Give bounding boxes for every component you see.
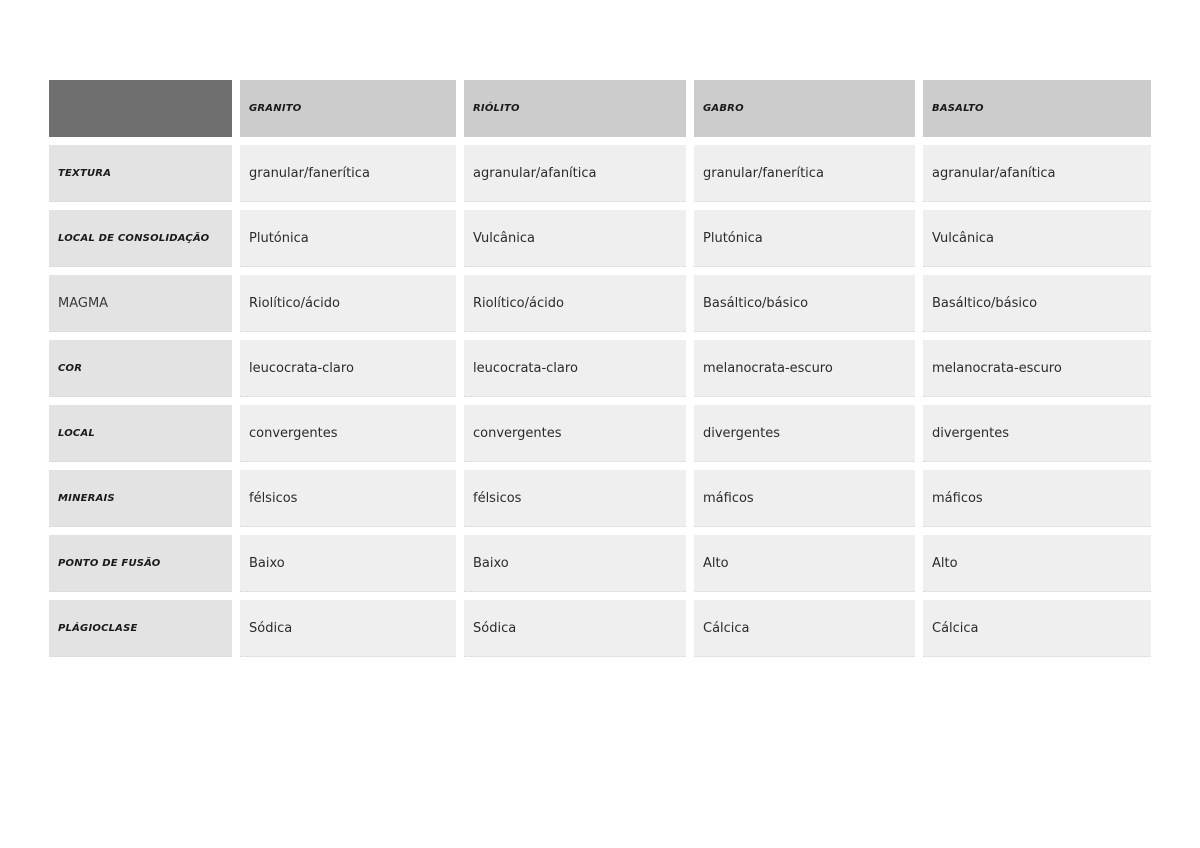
table-cell: Sódica <box>464 600 686 657</box>
row-header-local-de-consolidacao: LOCAL DE CONSOLIDAÇÃO <box>49 210 232 267</box>
table-cell: Vulcânica <box>464 210 686 267</box>
row-header-ponto-de-fusao: PONTO DE FUSÃO <box>49 535 232 592</box>
table-cell: Riolítico/ácido <box>240 275 456 332</box>
table-cell: melanocrata-escuro <box>923 340 1151 397</box>
table-cell: leucocrata-claro <box>464 340 686 397</box>
table-cell: Riolítico/ácido <box>464 275 686 332</box>
rock-comparison-table <box>49 80 1151 657</box>
table-cell: Basáltico/básico <box>923 275 1151 332</box>
row-header-cor: COR <box>49 340 232 397</box>
table-cell: félsicos <box>240 470 456 527</box>
table-cell: granular/fanerítica <box>694 145 915 202</box>
row-header-magma: MAGMA <box>49 275 232 332</box>
table-cell: Plutónica <box>694 210 915 267</box>
table-cell: Vulcânica <box>923 210 1151 267</box>
table-cell: divergentes <box>923 405 1151 462</box>
table-corner <box>49 80 232 137</box>
table-cell: Alto <box>923 535 1151 592</box>
table-cell: Alto <box>694 535 915 592</box>
table-cell: agranular/afanítica <box>923 145 1151 202</box>
table-cell: convergentes <box>240 405 456 462</box>
column-header-riolito: RIÓLITO <box>464 80 686 137</box>
table-cell: Sódica <box>240 600 456 657</box>
table-cell: leucocrata-claro <box>240 340 456 397</box>
row-header-textura: TEXTURA <box>49 145 232 202</box>
table-cell: Cálcica <box>694 600 915 657</box>
table-cell: divergentes <box>694 405 915 462</box>
table-cell: agranular/afanítica <box>464 145 686 202</box>
table-cell: máficos <box>923 470 1151 527</box>
column-header-basalto: BASALTO <box>923 80 1151 137</box>
table-cell: melanocrata-escuro <box>694 340 915 397</box>
table-cell: Baixo <box>464 535 686 592</box>
row-header-minerais: MINERAIS <box>49 470 232 527</box>
table-cell: Baixo <box>240 535 456 592</box>
table-cell: Plutónica <box>240 210 456 267</box>
column-header-granito: GRANITO <box>240 80 456 137</box>
row-header-local: LOCAL <box>49 405 232 462</box>
table-cell: Basáltico/básico <box>694 275 915 332</box>
table-cell: máficos <box>694 470 915 527</box>
table-cell: granular/fanerítica <box>240 145 456 202</box>
table-cell: Cálcica <box>923 600 1151 657</box>
row-header-plagioclase: PLÁGIOCLASE <box>49 600 232 657</box>
table-cell: félsicos <box>464 470 686 527</box>
table-cell: convergentes <box>464 405 686 462</box>
column-header-gabro: GABRO <box>694 80 915 137</box>
